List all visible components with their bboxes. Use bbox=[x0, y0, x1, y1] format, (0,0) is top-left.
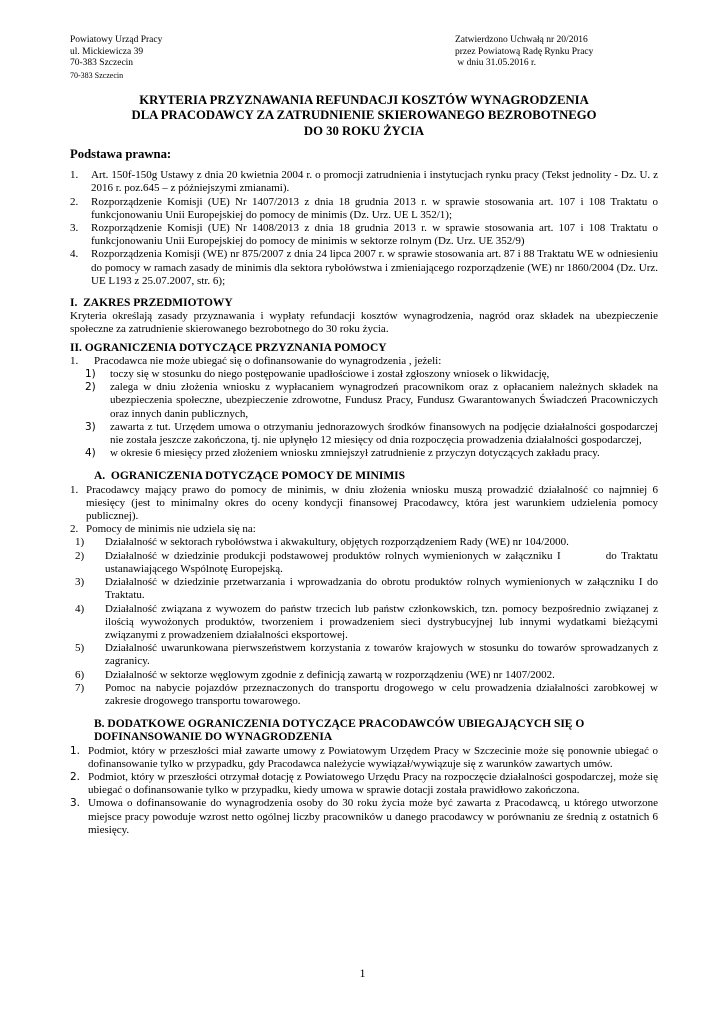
list-item-text: zalega w dniu złożenia wniosku z wypłacaniem wynagrodzeń pracownikom oraz z opłacaniem należnych składek na ubezpieczenia społeczne, ubezpieczenie zdrowotne, Fundusz Pracy, Fundusz Gwarantowanych Świadczeń Pracowniczych oraz innych danin publicznych, bbox=[110, 381, 658, 420]
list-item-number: 3. bbox=[70, 222, 79, 235]
list-item bbox=[70, 447, 658, 460]
list-item-text: Art. 150f-150g Ustawy z dnia 20 kwietnia 2004 r. o promocji zatrudnienia i instytucjach rynku pracy (Tekst jednolity - Dz. U. z 2016 r. poz.645 – z późniejszymi zmianami). bbox=[91, 169, 658, 195]
title-line-2: DLA PRACODAWCY ZA ZATRUDNIENIE SKIEROWANEGO BEZROBOTNEGO bbox=[131, 108, 597, 123]
list-item bbox=[70, 484, 658, 524]
list-item-text: Podmiot, który w przeszłości miał zawarte umowy z Powiatowym Urzędem Pracy w Szczecinie może się ponownie ubiegać o dofinansowanie tylko w przypadku, gdy Pracodawca należycie wywiązał/wywiązuje się z warunków zawartych umów. bbox=[88, 744, 658, 770]
section-2-heading: II. OGRANICZENIA DOTYCZĄCE PRZYZNANIA POMOCY bbox=[70, 341, 387, 354]
list-item-text: Podmiot, który w przeszłości otrzymał dotację z Powiatowego Urzędu Pracy na rozpoczęcie działalności gospodarczej, może się ubiegać o dofinansowanie tylko w przypadku, kiedy umowa w sprawie dotacji została prawidłowo zakończona. bbox=[88, 770, 658, 797]
list-item bbox=[70, 169, 658, 195]
issuer-street: ul. Mickiewicza 39 bbox=[70, 46, 144, 57]
list-item bbox=[70, 536, 658, 549]
list-item-number: 2) bbox=[85, 381, 96, 394]
title-line-3: DO 30 ROKU ŻYCIA bbox=[303, 123, 425, 138]
list-item-text: Działalność w sektorach rybołówstwa i akwakultury, objętych rozporządzeniem Rady (WE) nr 104/2000. bbox=[105, 536, 569, 549]
document-title bbox=[70, 93, 658, 139]
section-2-intro bbox=[70, 355, 658, 368]
page-number: 1 bbox=[359, 966, 366, 980]
list-item bbox=[70, 222, 658, 248]
list-item-number: 7) bbox=[75, 681, 85, 694]
list-item bbox=[70, 549, 661, 576]
list-item bbox=[70, 248, 658, 288]
list-item-text: Działalność uwarunkowana pierwszeństwem korzystania z towarów krajowych w stosunku do towarów sprowadzanych z zagranicy. bbox=[105, 642, 658, 668]
list-item bbox=[70, 381, 658, 421]
list-item-number: 5) bbox=[75, 642, 85, 655]
list-item bbox=[70, 576, 658, 602]
issuer-city: 70-383 Szczecin bbox=[70, 58, 134, 69]
list-item-number: 1. bbox=[70, 169, 79, 182]
list-item-number: 3) bbox=[75, 576, 85, 589]
section-1-heading: I. ZAKRES PRZEDMIOTOWY bbox=[70, 297, 233, 310]
list-item bbox=[70, 421, 658, 447]
list-item-text: Działalność związana z wywozem do państw trzecich lub państw członkowskich, tzn. pomocy bezpośrednio związanej z ilością wywożonych produktów, tworzeniem i prowadzeniem sieci dystrybucyjnej lub innymi wydatkami bieżącymi związanymi z prowadzeniem działalności eksportowej. bbox=[105, 602, 658, 641]
approval-line-3: w dniu 31.05.2016 r. bbox=[455, 58, 537, 69]
list-item bbox=[70, 642, 658, 668]
list-item bbox=[70, 603, 658, 643]
list-item-text: Rozporządzenie Komisji (UE) Nr 1407/2013 z dnia 18 grudnia 2013 r. w sprawie stosowania art. 107 i 108 Traktatu o funkcjonowaniu Unii Europejskiej do pomocy de minimis (Dz. Urz. UE L 352/1); bbox=[91, 195, 658, 221]
list-item-number: 1. bbox=[70, 744, 81, 757]
list-item bbox=[70, 523, 658, 536]
approval-line-1: Zatwierdzono Uchwałą nr 20/2016 bbox=[455, 35, 588, 45]
list-item bbox=[70, 797, 658, 837]
list-item bbox=[70, 682, 658, 708]
list-item-text: Umowa o dofinansowanie do wynagrodzenia osoby do 30 roku życia może być zawarta z Pracodawcą, u którego utworzone miejsce pracy powoduje wzrost netto ogólnej liczby pracowników u danego pracodawcy w porównaniu ze średnią z ostatnich 6 miesięcy. bbox=[88, 797, 658, 836]
issuer-city-repeat: 70-383 Szczecin bbox=[70, 70, 124, 80]
title-line-1: KRYTERIA PRZYZNAWANIA REFUNDACJI KOSZTÓW WYNAGRODZENIA bbox=[139, 93, 589, 107]
list-item-number: 2. bbox=[70, 195, 79, 208]
list-item bbox=[70, 771, 658, 797]
list-item-number: 4) bbox=[75, 602, 85, 615]
list-item bbox=[70, 745, 658, 771]
list-item-text: Działalność w sektorze węglowym zgodnie z definicją zawartą w rozporządzeniu (WE) nr 1407/2002. bbox=[105, 668, 555, 681]
list-item bbox=[70, 368, 658, 381]
section-a-heading: A. OGRANICZENIA DOTYCZĄCE POMOCY DE MINIMIS bbox=[94, 470, 406, 483]
list-item-text: Pomocy de minimis nie udziela się na: bbox=[86, 523, 256, 536]
list-item bbox=[70, 669, 658, 682]
list-item-text: Rozporządzenie Komisji (UE) Nr 1408/2013 z dnia 18 grudnia 2013 r. w sprawie stosowania art. 107 i 108 Traktatu o funkcjonowaniu Unii Europejskiej do pomocy de minimis w sektorze rolnym (Dz. Urz. UE 352/9) bbox=[91, 222, 658, 248]
list-item-text: Działalność w dziedzinie przetwarzania i wprowadzania do obrotu produktów rolnych wymienionych w załączniku I do Traktatu. bbox=[105, 576, 658, 602]
list-item-number: 3) bbox=[85, 420, 96, 433]
section-b-heading: B. DODATKOWE OGRANICZENIA DOTYCZĄCE PRACODAWCÓW UBIEGAJĄCYCH SIĘ O DOFINANSOWANIE DO WYNAGRODZENIA bbox=[94, 718, 585, 744]
approval-line-2: przez Powiatową Radę Rynku Pracy bbox=[455, 46, 594, 57]
issuer-address bbox=[70, 35, 162, 81]
list-item-number: 4) bbox=[85, 447, 96, 460]
legal-basis-list bbox=[70, 169, 658, 288]
list-item-number: 1. bbox=[70, 483, 79, 496]
list-item bbox=[70, 196, 658, 222]
list-item-text: zawarta z tut. Urzędem umowa o otrzymaniu jednorazowych środków finansowych na podjęcie działalności gospodarczej nie została jeszcze zakończona, tj. nie upłynęło 12 miesięcy od dnia rozpoczęcia prowadzenia działalności gospodarczej, bbox=[110, 420, 658, 447]
list-item-text: Pomoc na nabycie pojazdów przeznaczonych do transportu drogowego w celu prowadzenia działalności zarobkowej w zakresie drogowego transportu towarowego. bbox=[105, 681, 658, 707]
list-item-number: 1. bbox=[70, 354, 79, 367]
legal-basis-heading: Podstawa prawna: bbox=[70, 147, 172, 161]
list-item-number: 2. bbox=[70, 770, 81, 783]
issuer-name: Powiatowy Urząd Pracy bbox=[70, 35, 163, 45]
document-body bbox=[70, 147, 661, 837]
approval-note bbox=[455, 35, 593, 70]
list-item-text: Działalność w dziedzinie produkcji podstawowej produktów rolnych wymienionych w załączniku I do Traktatu ustanawiającego Wspólnotę Europejską. bbox=[105, 549, 661, 575]
list-item-number: 2. bbox=[70, 523, 79, 536]
list-item-number: 2) bbox=[75, 549, 85, 562]
list-item-text: toczy się w stosunku do niego postępowanie upadłościowe i został zgłoszony wniosek o likwidację, bbox=[110, 368, 550, 381]
list-item-number: 3. bbox=[70, 797, 81, 810]
list-item-text: w okresie 6 miesięcy przed złożeniem wniosku zmniejszył zatrudnienie z przyczyn dotyczących zakładu pracy. bbox=[110, 447, 600, 460]
list-item-number: 1) bbox=[75, 536, 85, 549]
list-item-text: Pracodawcy mający prawo do pomocy de minimis, w dniu złożenia wniosku muszą prowadzić działalność co najmniej 6 miesięcy (jest to minimalny okres do oceny kondycji finansowej Pracodawcy, która jest warunkiem udzielenia pomocy publicznej). bbox=[86, 483, 658, 523]
list-item-number: 6) bbox=[75, 668, 85, 681]
list-item-text: Rozporządzenia Komisji (WE) nr 875/2007 z dnia 24 lipca 2007 r. w sprawie stosowania art. 87 i 88 Traktatu WE w odniesieniu do pomocy w ramach zasady de minimis dla sektora rybołówstwa i zmieniającego rozporządzenie (WE) nr 1860/2004 (Dz. Urz. UE L193 z 25.07.2007, str. 6); bbox=[91, 248, 658, 287]
list-item-number: 1) bbox=[85, 368, 96, 381]
list-item-text: Pracodawca nie może ubiegać się o dofinansowanie do wynagrodzenia , jeżeli: bbox=[94, 354, 442, 367]
list-item-number: 4. bbox=[70, 248, 79, 261]
section-1-text: Kryteria określają zasady przyznawania i wypłaty refundacji kosztów wynagrodzenia, nagród oraz składek na ubezpieczenie społeczne za zatrudnienie skierowanego bezrobotnego do 30 roku życia. bbox=[70, 310, 658, 336]
